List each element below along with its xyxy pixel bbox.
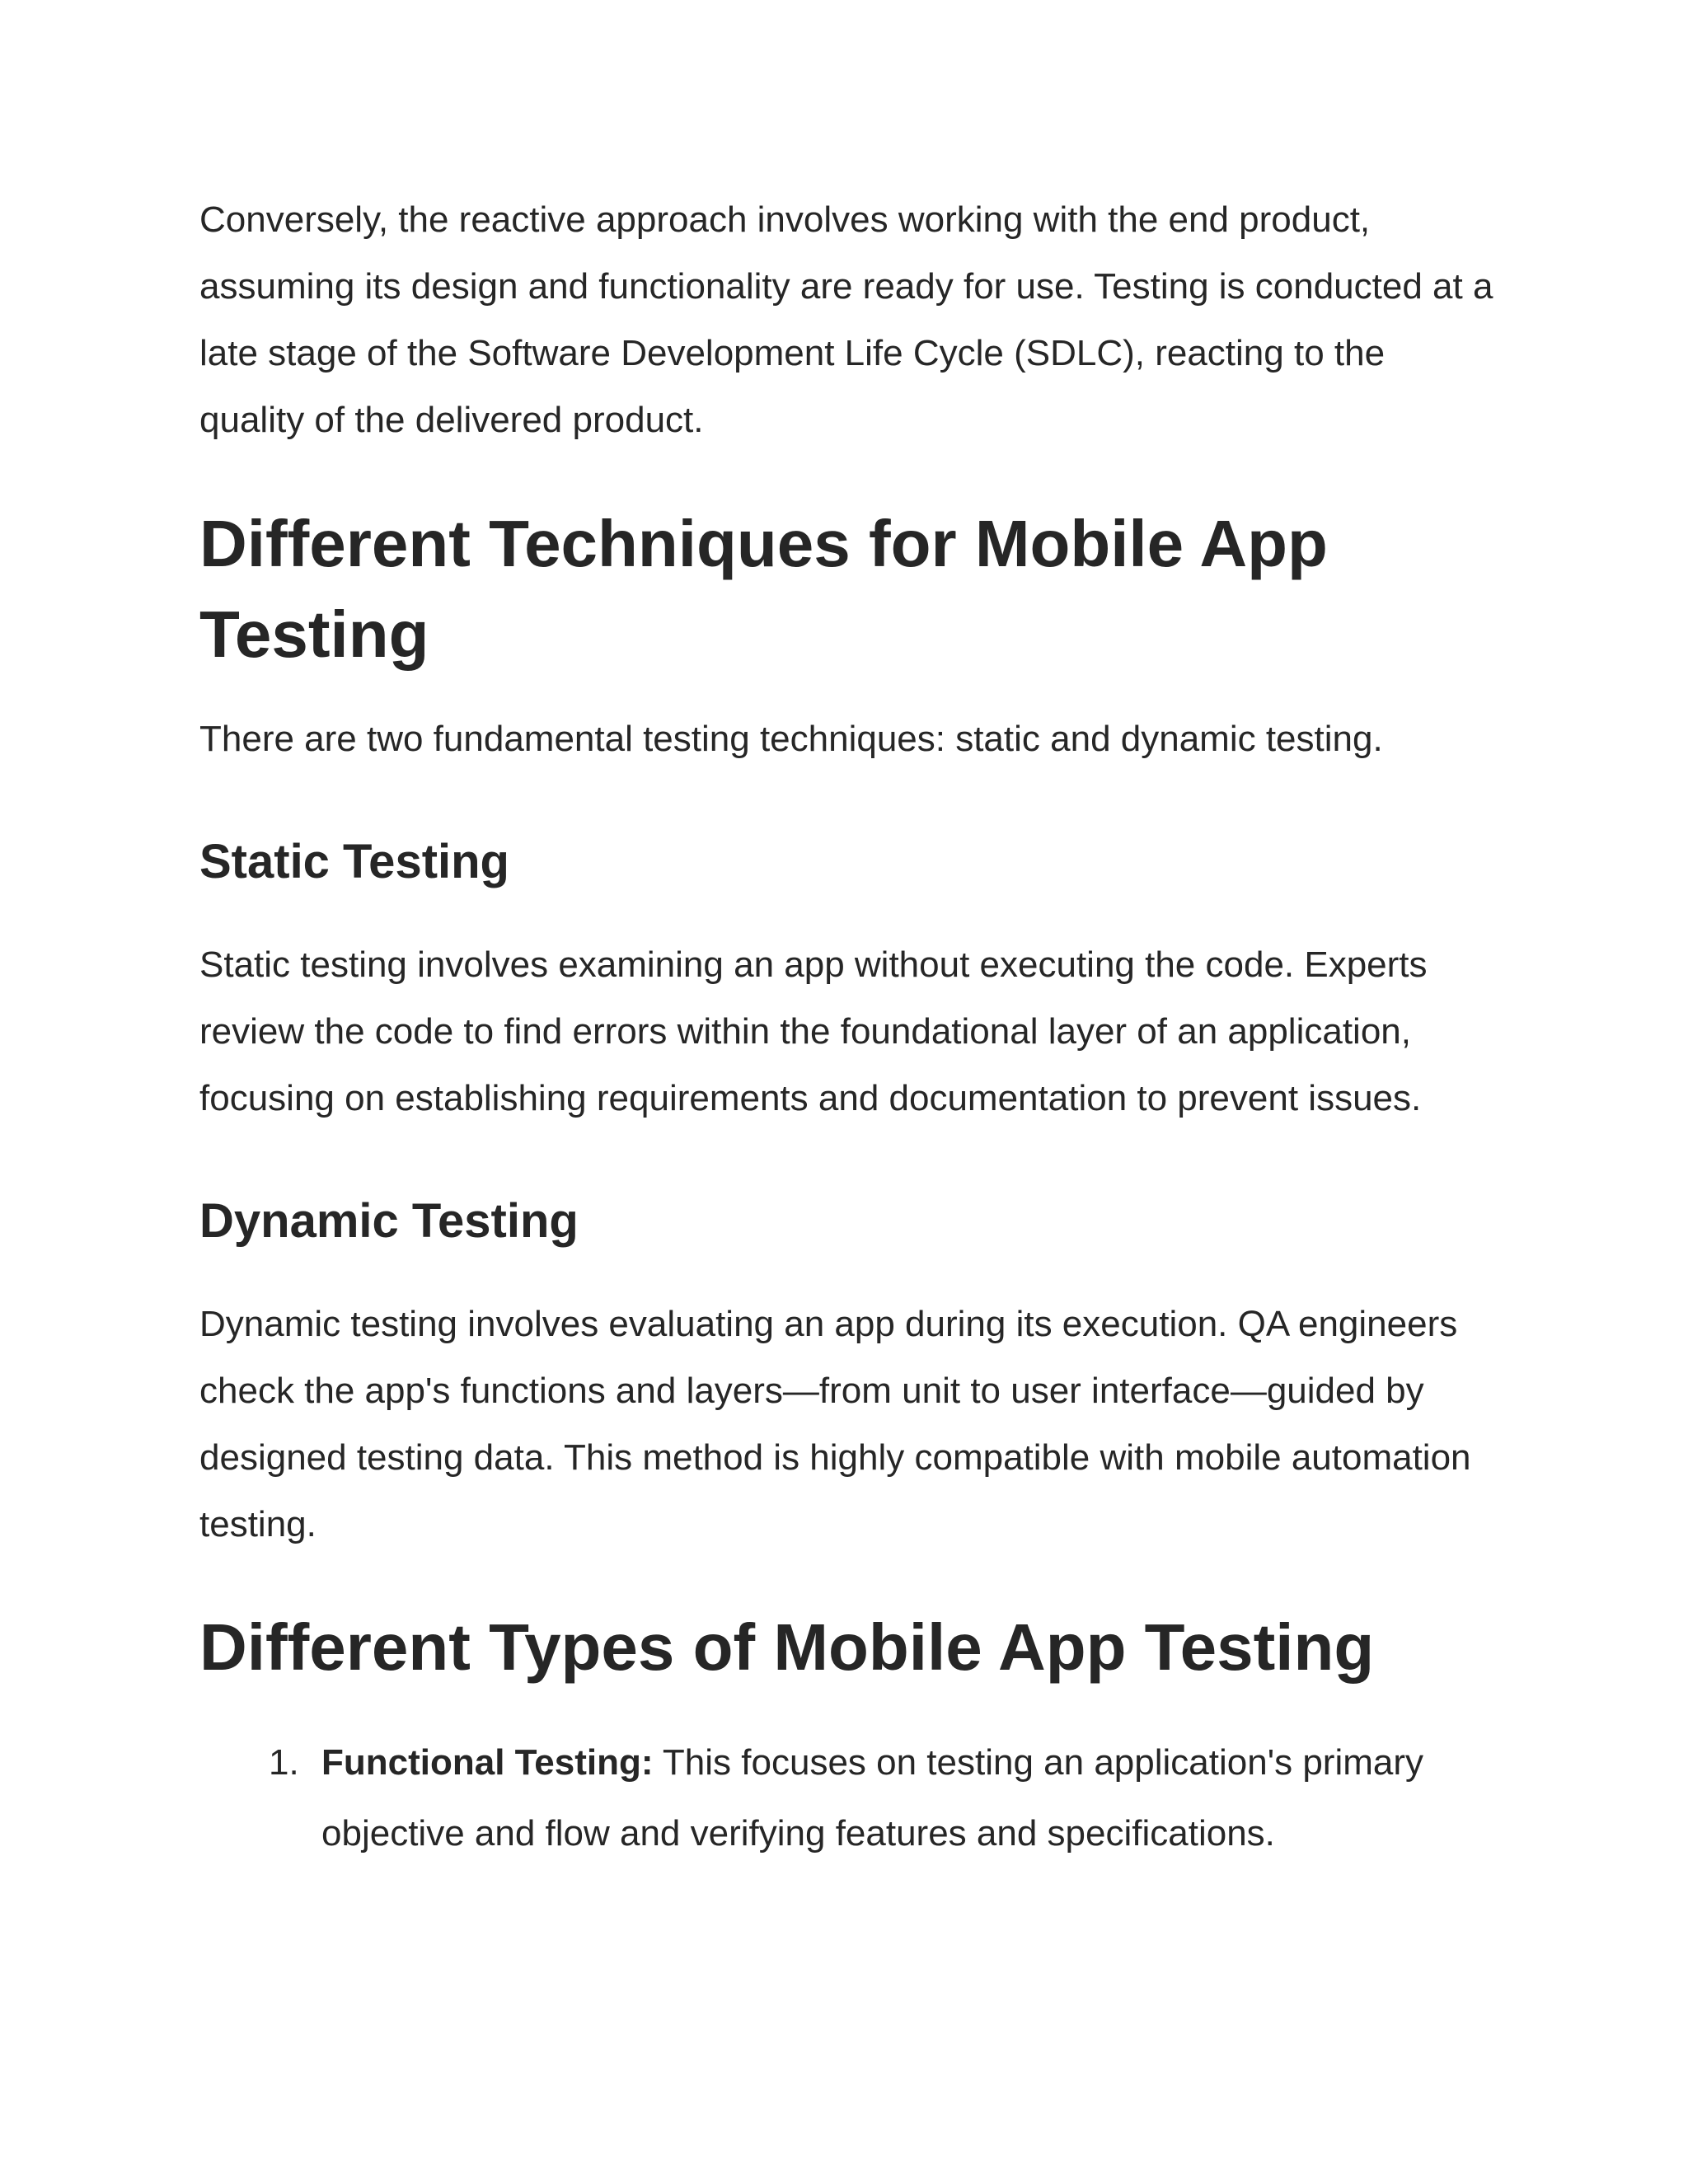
dynamic-testing-body: Dynamic testing involves evaluating an app during its execution. QA engineers check the app's functions and layers—from unit to user interface—guided by designed testing data. This method is highly compatible with mobile automation testing. [199,1304,1471,1544]
techniques-intro: There are two fundamental testing techniques: static and dynamic testing. [199,719,1383,759]
intro-paragraph: Conversely, the reactive approach involves working with the end product, assuming its design and functionality are ready for use. Testing is conducted at a late stage of the Software Development Life Cycle (SDLC), reacting to the quality of the delivered product. [199,199,1493,440]
static-testing-body: Static testing involves examining an app without executing the code. Experts review the code to find errors within the foundational layer of an application, focusing on establishing requirements and documentation to prevent issues. [199,944,1428,1118]
techniques-heading: Different Techniques for Mobile App Testing [199,507,1328,671]
list-item [199,1727,1493,1869]
types-heading: Different Types of Mobile App Testing [199,1610,1375,1684]
list-item-title: Functional Testing: [321,1742,654,1783]
dynamic-testing-heading: Dynamic Testing [199,1194,579,1248]
static-testing-heading: Static Testing [199,835,509,888]
list-item-number: 1. [269,1742,299,1783]
list-item-text: This focuses on testing an application's primary objective and flow and verifying features and specifications. [321,1742,1424,1854]
types-list [199,1727,1493,1869]
